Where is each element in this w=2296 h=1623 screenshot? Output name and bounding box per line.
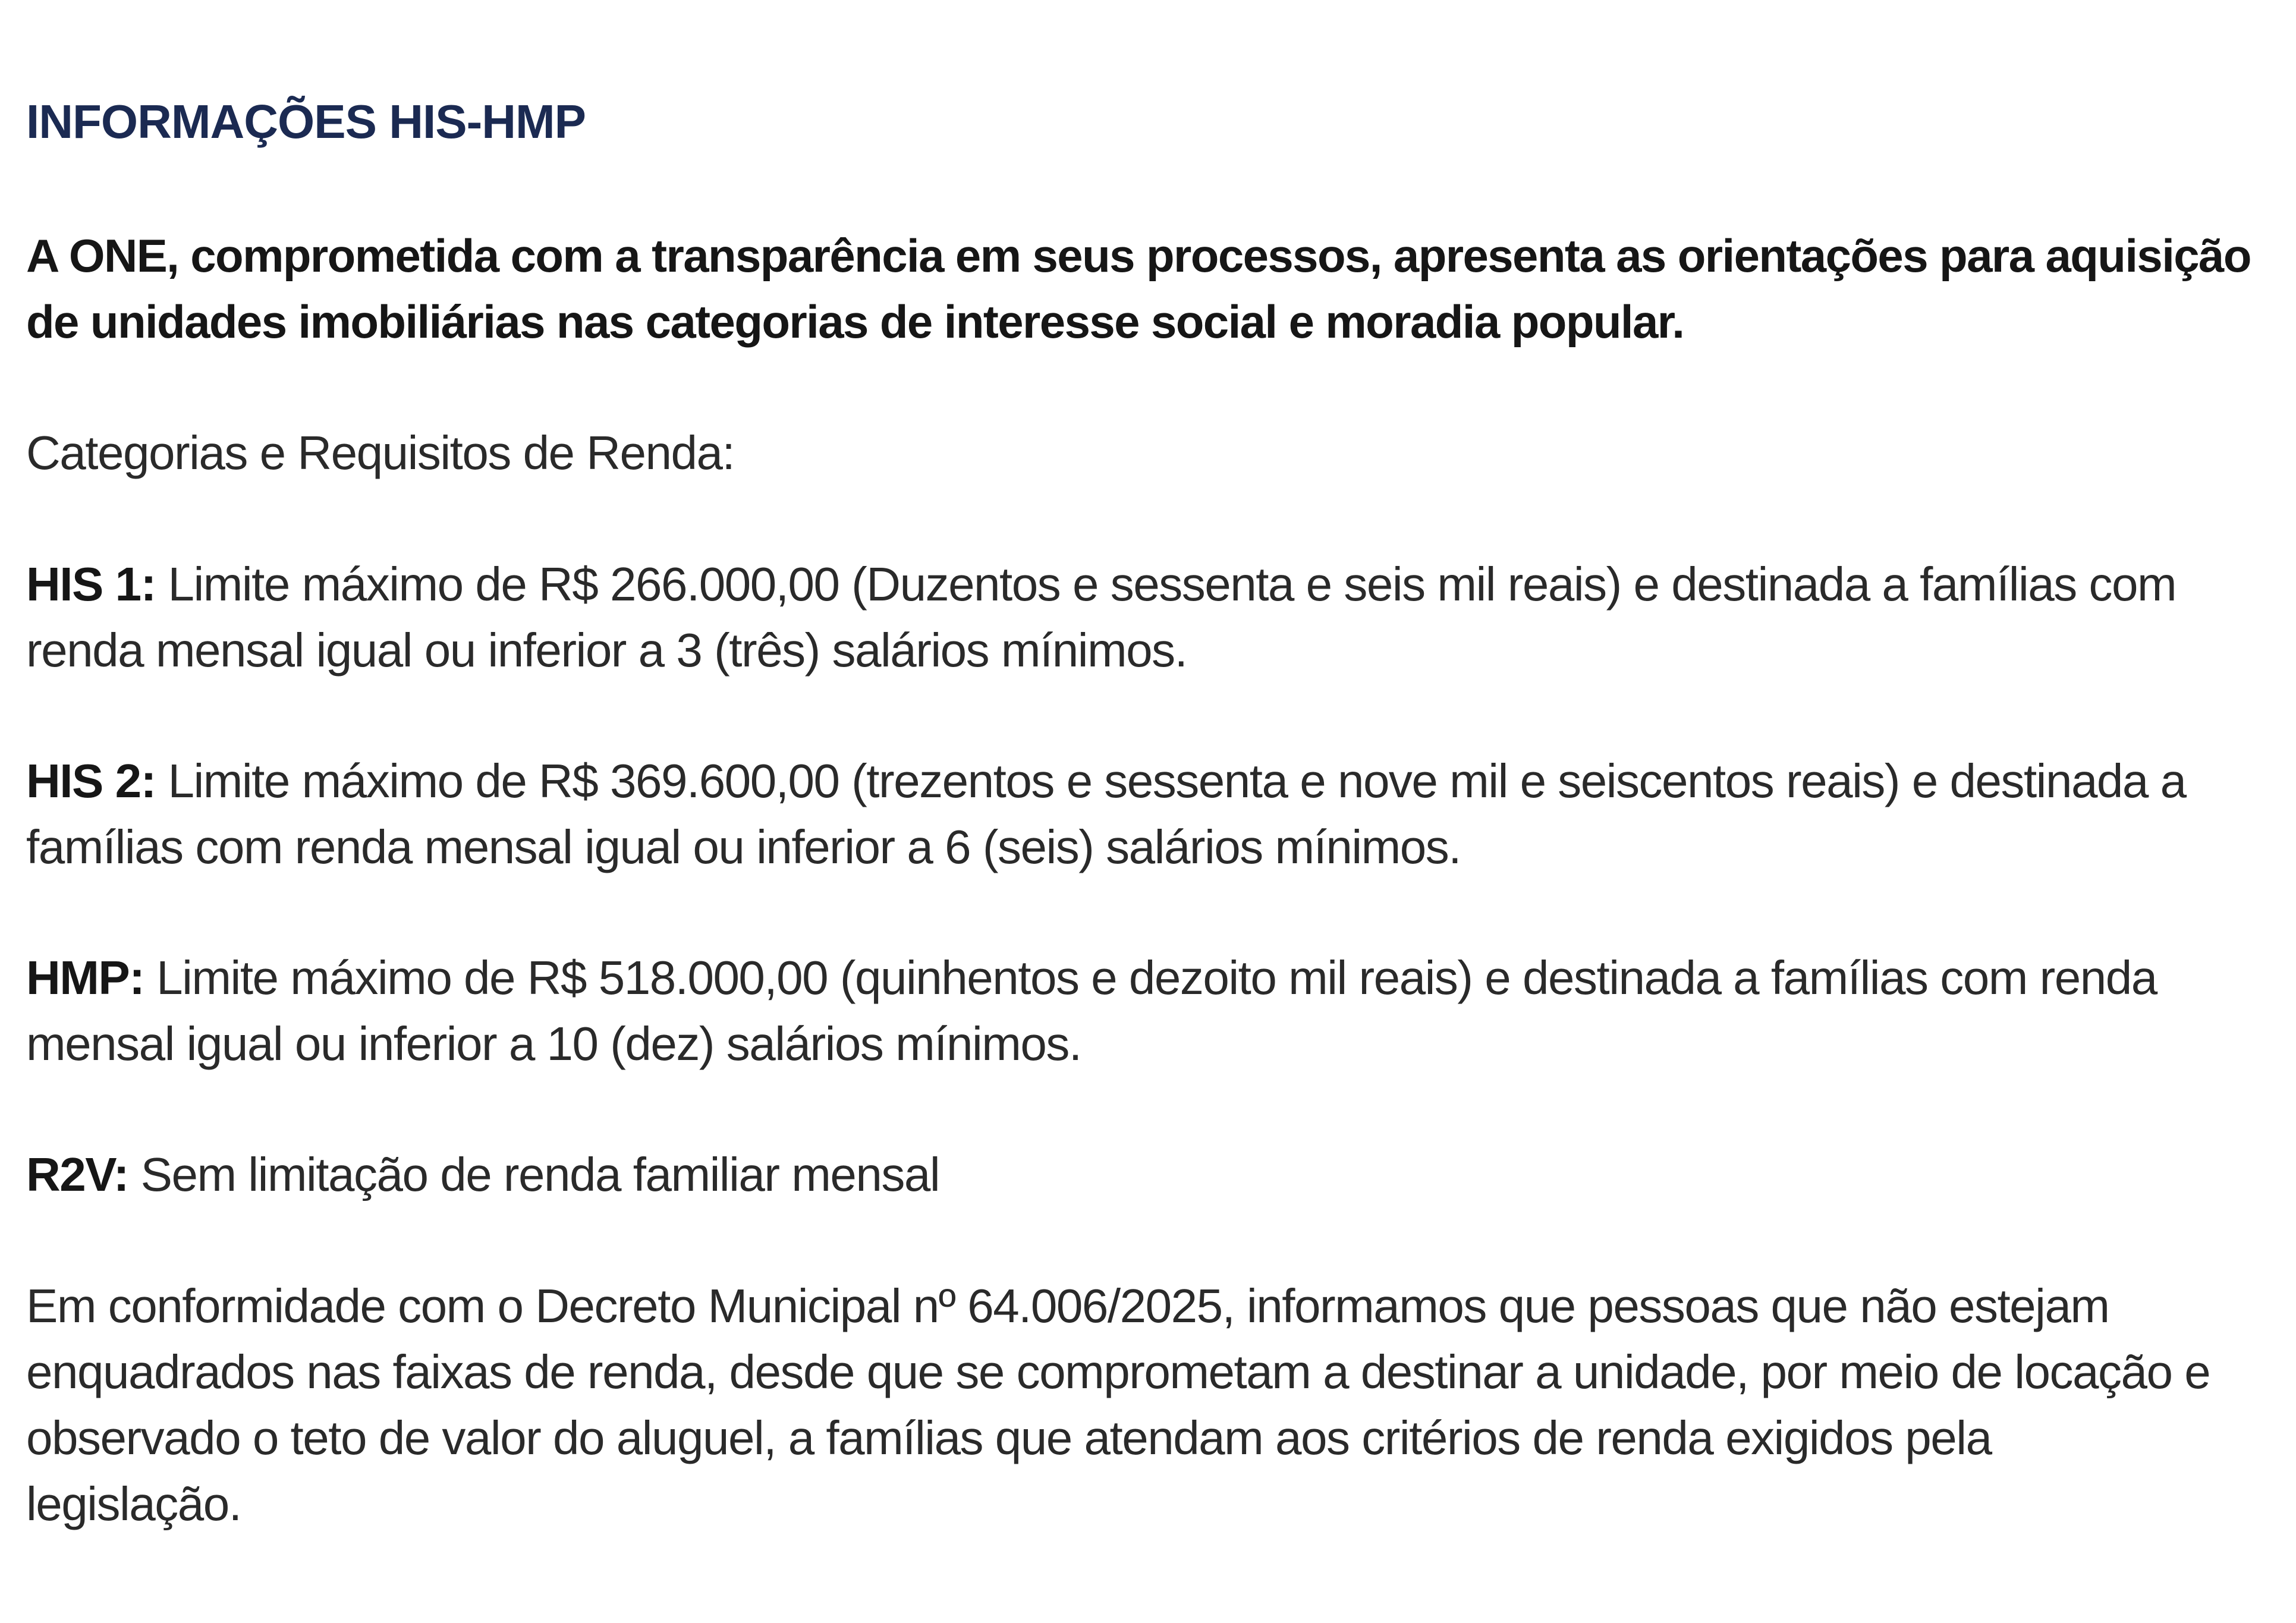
page-title: INFORMAÇÕES HIS-HMP [26, 95, 586, 148]
category-hmp [26, 945, 2279, 1077]
category-text: Sem limitação de renda familiar mensal [128, 1148, 940, 1201]
intro-line: de unidades imobiliárias nas categorias de interesse social e moradia popular. [26, 295, 1684, 348]
category-his2 [26, 748, 2279, 880]
categories-heading: Categorias e Requisitos de Renda: [26, 426, 735, 479]
category-label: HMP: [26, 951, 144, 1004]
decree-paragraph: Em conformidade com o Decreto Municipal nº 64.006/2025, informamos que pessoas que não estejam enquadrados nas faixas de renda, desde que se comprometam a destinar a unidade, por meio de locação e observado o teto de valor do aluguel, a famílias que atendam aos critérios de renda exigidos pela legislação. [26, 1279, 2210, 1530]
category-r2v [26, 1141, 2279, 1207]
category-text: Limite máximo de R$ 266.000,00 (Duzentos e sessenta e seis mil reais) e destinada a famílias com [155, 558, 2177, 611]
category-label: R2V: [26, 1148, 128, 1201]
category-text: Limite máximo de R$ 518.000,00 (quinhentos e dezoito mil reais) e destinada a famílias com renda [144, 951, 2157, 1004]
intro-paragraph [26, 223, 2279, 355]
category-text: famílias com renda mensal igual ou inferior a 6 (seis) salários mínimos. [26, 820, 1461, 873]
category-text: renda mensal igual ou inferior a 3 (três) salários mínimos. [26, 624, 1187, 677]
category-text: Limite máximo de R$ 369.600,00 (trezentos e sessenta e nove mil e seiscentos reais) e destinada a [155, 754, 2186, 807]
category-label: HIS 2: [26, 754, 156, 807]
category-text: mensal igual ou inferior a 10 (dez) salários mínimos. [26, 1017, 1081, 1070]
category-label: HIS 1: [26, 558, 156, 611]
category-his1 [26, 551, 2279, 683]
intro-line: A ONE, comprometida com a transparência em seus processos, apresenta as orientações para aquisição [26, 229, 2251, 282]
